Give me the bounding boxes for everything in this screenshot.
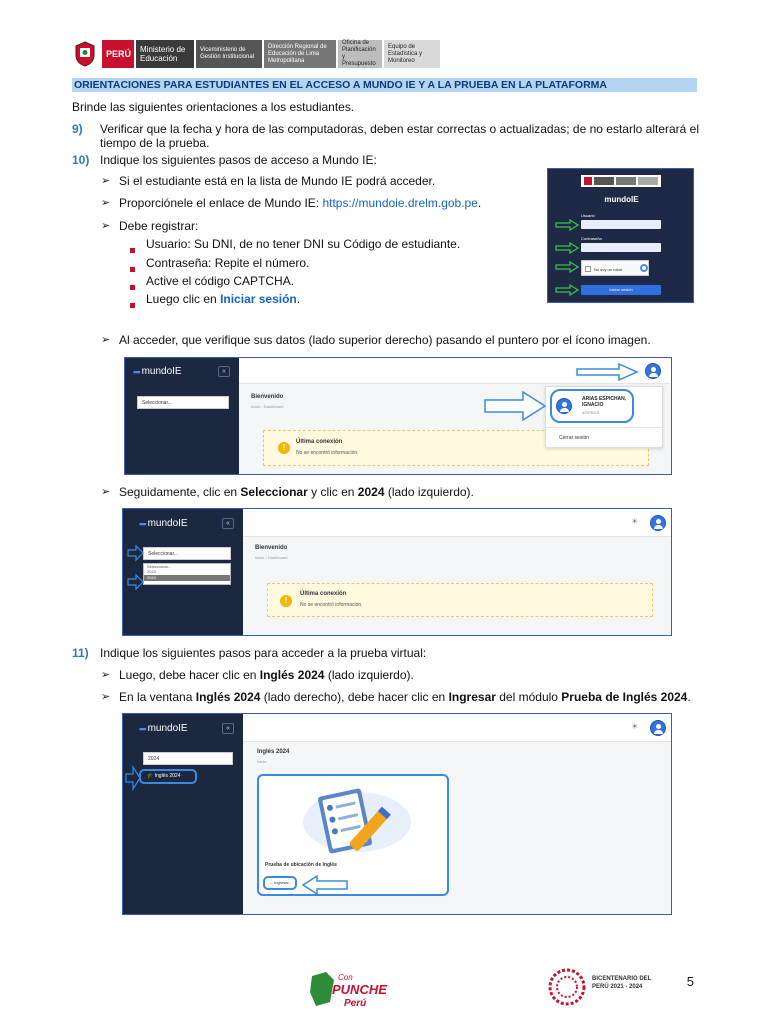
page-number: 5	[686, 974, 694, 989]
ministerio-label: Ministerio de Educación	[136, 40, 194, 68]
bullet-arrow-icon: ➢	[101, 220, 111, 232]
header-box-viceministerio: Viceministerio de Gestión Institucional	[196, 40, 262, 68]
item-10-bullet-5	[119, 485, 474, 499]
module-title: Prueba de ubicación de Inglés	[265, 862, 337, 868]
menu-arrow	[125, 765, 141, 791]
bullet-arrow-icon: ➢	[101, 334, 111, 346]
login-pre: Luego clic en	[146, 292, 221, 306]
b5-mid: y clic en	[307, 485, 358, 499]
item-9-number: 9)	[72, 122, 83, 136]
select-arrows	[127, 545, 145, 593]
year-option-selected[interactable]: 2024	[144, 575, 230, 581]
card-subtitle: No se encontró información.	[296, 450, 359, 456]
sub-bullet-square-icon	[130, 295, 135, 313]
item-9-line1: Verificar que la fecha y hora de las computadoras, deben estar correctas o actualizadas; de no estarlo alterará el	[100, 122, 700, 136]
login-password-input[interactable]	[581, 243, 661, 252]
b2-mid2: del módulo	[495, 690, 562, 704]
recaptcha-icon	[640, 264, 648, 272]
sub-bullet-square-icon	[130, 277, 135, 295]
topbar	[243, 509, 671, 537]
svg-text:Con: Con	[338, 973, 353, 982]
login-flag-icon	[584, 177, 592, 185]
menu-ingles-2024[interactable]	[139, 769, 197, 784]
sub-bullet-login	[146, 292, 300, 306]
b2-pre: En la ventana	[119, 690, 196, 704]
dropdown-divider	[546, 427, 664, 428]
screenshot-ingles-2024	[122, 713, 672, 915]
header-box-oficina: Oficina de Planificación y Presupuesto	[338, 40, 382, 68]
item-11-bullet-2	[119, 690, 691, 704]
year-options	[143, 563, 231, 585]
year-select[interactable]: 2024	[143, 752, 233, 765]
login-header-logos	[581, 175, 661, 187]
b5-seleccionar: Seleccionar	[240, 485, 308, 499]
bullet-arrow-icon: ➢	[101, 691, 111, 703]
enter-arrow-icon: →	[269, 880, 273, 885]
theme-sun-icon[interactable]: ☀	[631, 517, 639, 526]
bullet-arrow-icon: ➢	[101, 669, 111, 681]
iniciar-sesion-label: Iniciar sesión	[220, 292, 297, 306]
user-avatar-icon	[556, 398, 572, 414]
exam-illustration-icon	[293, 782, 421, 856]
item-11-text: Indique los siguientes pasos para acceder a la prueba virtual:	[100, 646, 427, 660]
logo-dots-icon: ▪▪▪	[139, 723, 146, 734]
item-10-number: 10)	[72, 153, 90, 167]
b2-mid1: (lado derecho), debe hacer clic en	[260, 690, 449, 704]
login-logo-block	[616, 177, 636, 185]
user-code: 42976201	[582, 410, 600, 415]
sub-bullet-captcha: Active el código CAPTCHA.	[146, 274, 295, 288]
b2-prueba: Prueba de Inglés 2024	[561, 690, 688, 704]
breadcrumb: Inicio	[257, 759, 267, 764]
menu-label: Inglés 2024	[154, 773, 181, 779]
logo-text: mundoIE	[147, 723, 188, 734]
login-usuario-label: Usuario	[581, 213, 595, 218]
sidebar	[123, 509, 243, 635]
ministry-header	[72, 40, 440, 68]
logo-dots-icon: ▪▪▪	[139, 518, 146, 529]
b5-year: 2024	[357, 485, 385, 499]
bicentenario-text: BICENTENARIO DEL PERÚ 2021 - 2024	[592, 976, 652, 990]
svg-text:Perú: Perú	[344, 998, 367, 1009]
mundoie-logo	[133, 366, 182, 377]
breadcrumb: Inicio › Dashboard	[251, 404, 284, 409]
ingresar-label: Ingresar	[274, 880, 289, 885]
item-10-text: Indique los siguientes pasos de acceso a Mundo IE:	[100, 153, 377, 167]
screenshot-select-year	[122, 508, 672, 636]
login-password-label: Contraseña	[581, 236, 602, 241]
theme-sun-icon[interactable]: ☀	[631, 722, 639, 731]
bullet-arrow-icon: ➢	[101, 175, 111, 187]
captcha-label: No soy un robot	[594, 267, 623, 272]
section-title: ORIENTACIONES PARA ESTUDIANTES EN EL ACCESO A MUNDO IE Y A LA PRUEBA EN LA PLATAFORMA	[72, 78, 697, 92]
pointer-arrow-top	[575, 362, 639, 382]
item-9-line2: tiempo de la prueba.	[100, 136, 210, 150]
mundoie-logo	[139, 518, 188, 529]
sub-bullet-usuario: Usuario: Su DNI, de no tener DNI su Código de estudiante.	[146, 237, 461, 251]
captcha-checkbox[interactable]	[585, 266, 591, 272]
collapse-icon[interactable]: «	[222, 723, 234, 734]
login-screenshot	[547, 168, 694, 303]
sub-bullet-square-icon	[130, 240, 135, 258]
login-period: .	[296, 292, 301, 306]
top-avatar-icon[interactable]	[650, 720, 666, 736]
sub-bullet-contrasena: Contraseña: Repite el número.	[146, 256, 310, 270]
module-card	[257, 774, 449, 896]
b1-post: (lado izquierdo).	[324, 668, 414, 682]
card-subtitle: No se encontró información.	[300, 602, 363, 608]
page-title: Inglés 2024	[257, 749, 290, 755]
year-select[interactable]: Seleccionar...	[137, 396, 229, 409]
login-logo-block	[594, 177, 614, 185]
logo-text: mundoIE	[141, 366, 182, 377]
graduation-cap-icon: 🎓	[147, 773, 154, 779]
screenshot-dashboard-user	[124, 357, 672, 475]
b5-post: (lado izquierdo).	[384, 485, 474, 499]
sidebar	[125, 358, 239, 474]
item-10-bullet-2	[119, 196, 481, 210]
punche-peru-logo	[308, 966, 388, 1010]
user-dropdown	[545, 386, 663, 448]
pointer-arrow-user	[483, 390, 547, 422]
login-title: mundoIE	[604, 195, 639, 204]
collapse-icon[interactable]: «	[218, 366, 230, 377]
warning-icon: !	[278, 442, 290, 454]
login-usuario-input[interactable]	[581, 220, 661, 229]
item-11-bullet-1	[119, 668, 414, 682]
item-10-bullet-4: Al acceder, que verifique sus datos (lado superior derecho) pasando el puntero por el ícono imagen.	[119, 333, 651, 347]
mundoie-link[interactable]: https://mundoie.drelm.gob.pe	[322, 196, 478, 210]
b1-pre: Luego, debe hacer clic en	[119, 668, 260, 682]
b1-ingles: Inglés 2024	[259, 668, 325, 682]
mundoie-logo	[139, 723, 188, 734]
collapse-icon[interactable]: «	[222, 518, 234, 529]
card-title: Última conexión	[296, 439, 343, 445]
year-select[interactable]: Seleccionar...	[143, 547, 231, 560]
top-avatar-icon[interactable]	[645, 363, 661, 379]
login-logo-block	[638, 177, 658, 185]
punche-logo-graphic	[308, 966, 388, 1010]
ingresar-button[interactable]	[263, 876, 297, 890]
b5-pre: Seguidamente, clic en	[119, 485, 241, 499]
logo-dots-icon: ▪▪▪	[133, 366, 140, 377]
b2-ingresar: Ingresar	[448, 690, 496, 704]
logo-text: mundoIE	[147, 518, 188, 529]
warning-icon: !	[280, 595, 292, 607]
sidebar	[123, 714, 243, 914]
card-title: Última conexión	[300, 591, 347, 597]
item-10-bullet-3: Debe registrar:	[119, 219, 199, 233]
year-option[interactable]: Seleccionar...	[147, 564, 172, 569]
b2-post: .	[687, 690, 691, 704]
user-name: ARIAS ESPICHAN, IGNACIO	[582, 396, 627, 408]
topbar	[243, 714, 671, 742]
header-box-drelm: Dirección Regional de Educación de Lima Metropolitana	[264, 40, 336, 68]
bullet-arrow-icon: ➢	[101, 486, 111, 498]
welcome-title: Bienvenido	[251, 394, 284, 400]
item-10-bullet-1: Si el estudiante está en la lista de Mundo IE podrá acceder.	[119, 174, 436, 188]
peru-label: PERÚ	[102, 40, 134, 68]
breadcrumb: Inicio › Dashboard	[255, 555, 288, 560]
bullet-2-text: Proporciónele el enlace de Mundo IE:	[119, 196, 323, 210]
login-arrows	[554, 217, 580, 297]
top-avatar-icon[interactable]	[650, 515, 666, 531]
header-box-equipo: Equipo de Estadística y Monitoreo	[384, 40, 440, 68]
login-captcha[interactable]	[581, 260, 649, 276]
bullet-arrow-icon: ➢	[101, 197, 111, 209]
svg-text:PUNCHE: PUNCHE	[332, 982, 387, 997]
logout-item[interactable]: Cerrar sesión	[559, 435, 590, 441]
b2-ingles: Inglés 2024	[195, 690, 261, 704]
login-button[interactable]: Iniciar sesión	[581, 285, 661, 295]
item-11-number: 11)	[72, 646, 89, 660]
bullet-2-period: .	[477, 196, 482, 210]
peru-coat-of-arms-icon	[72, 40, 98, 68]
bicentenario-emblem-icon	[546, 966, 592, 1008]
welcome-title: Bienvenido	[255, 545, 288, 551]
sub-bullet-square-icon	[130, 259, 135, 277]
intro-text: Brinde las siguientes orientaciones a los estudiantes.	[72, 100, 355, 114]
year-option[interactable]: 2023	[147, 569, 156, 574]
ingresar-arrow	[301, 874, 349, 896]
last-connection-card	[267, 583, 653, 617]
